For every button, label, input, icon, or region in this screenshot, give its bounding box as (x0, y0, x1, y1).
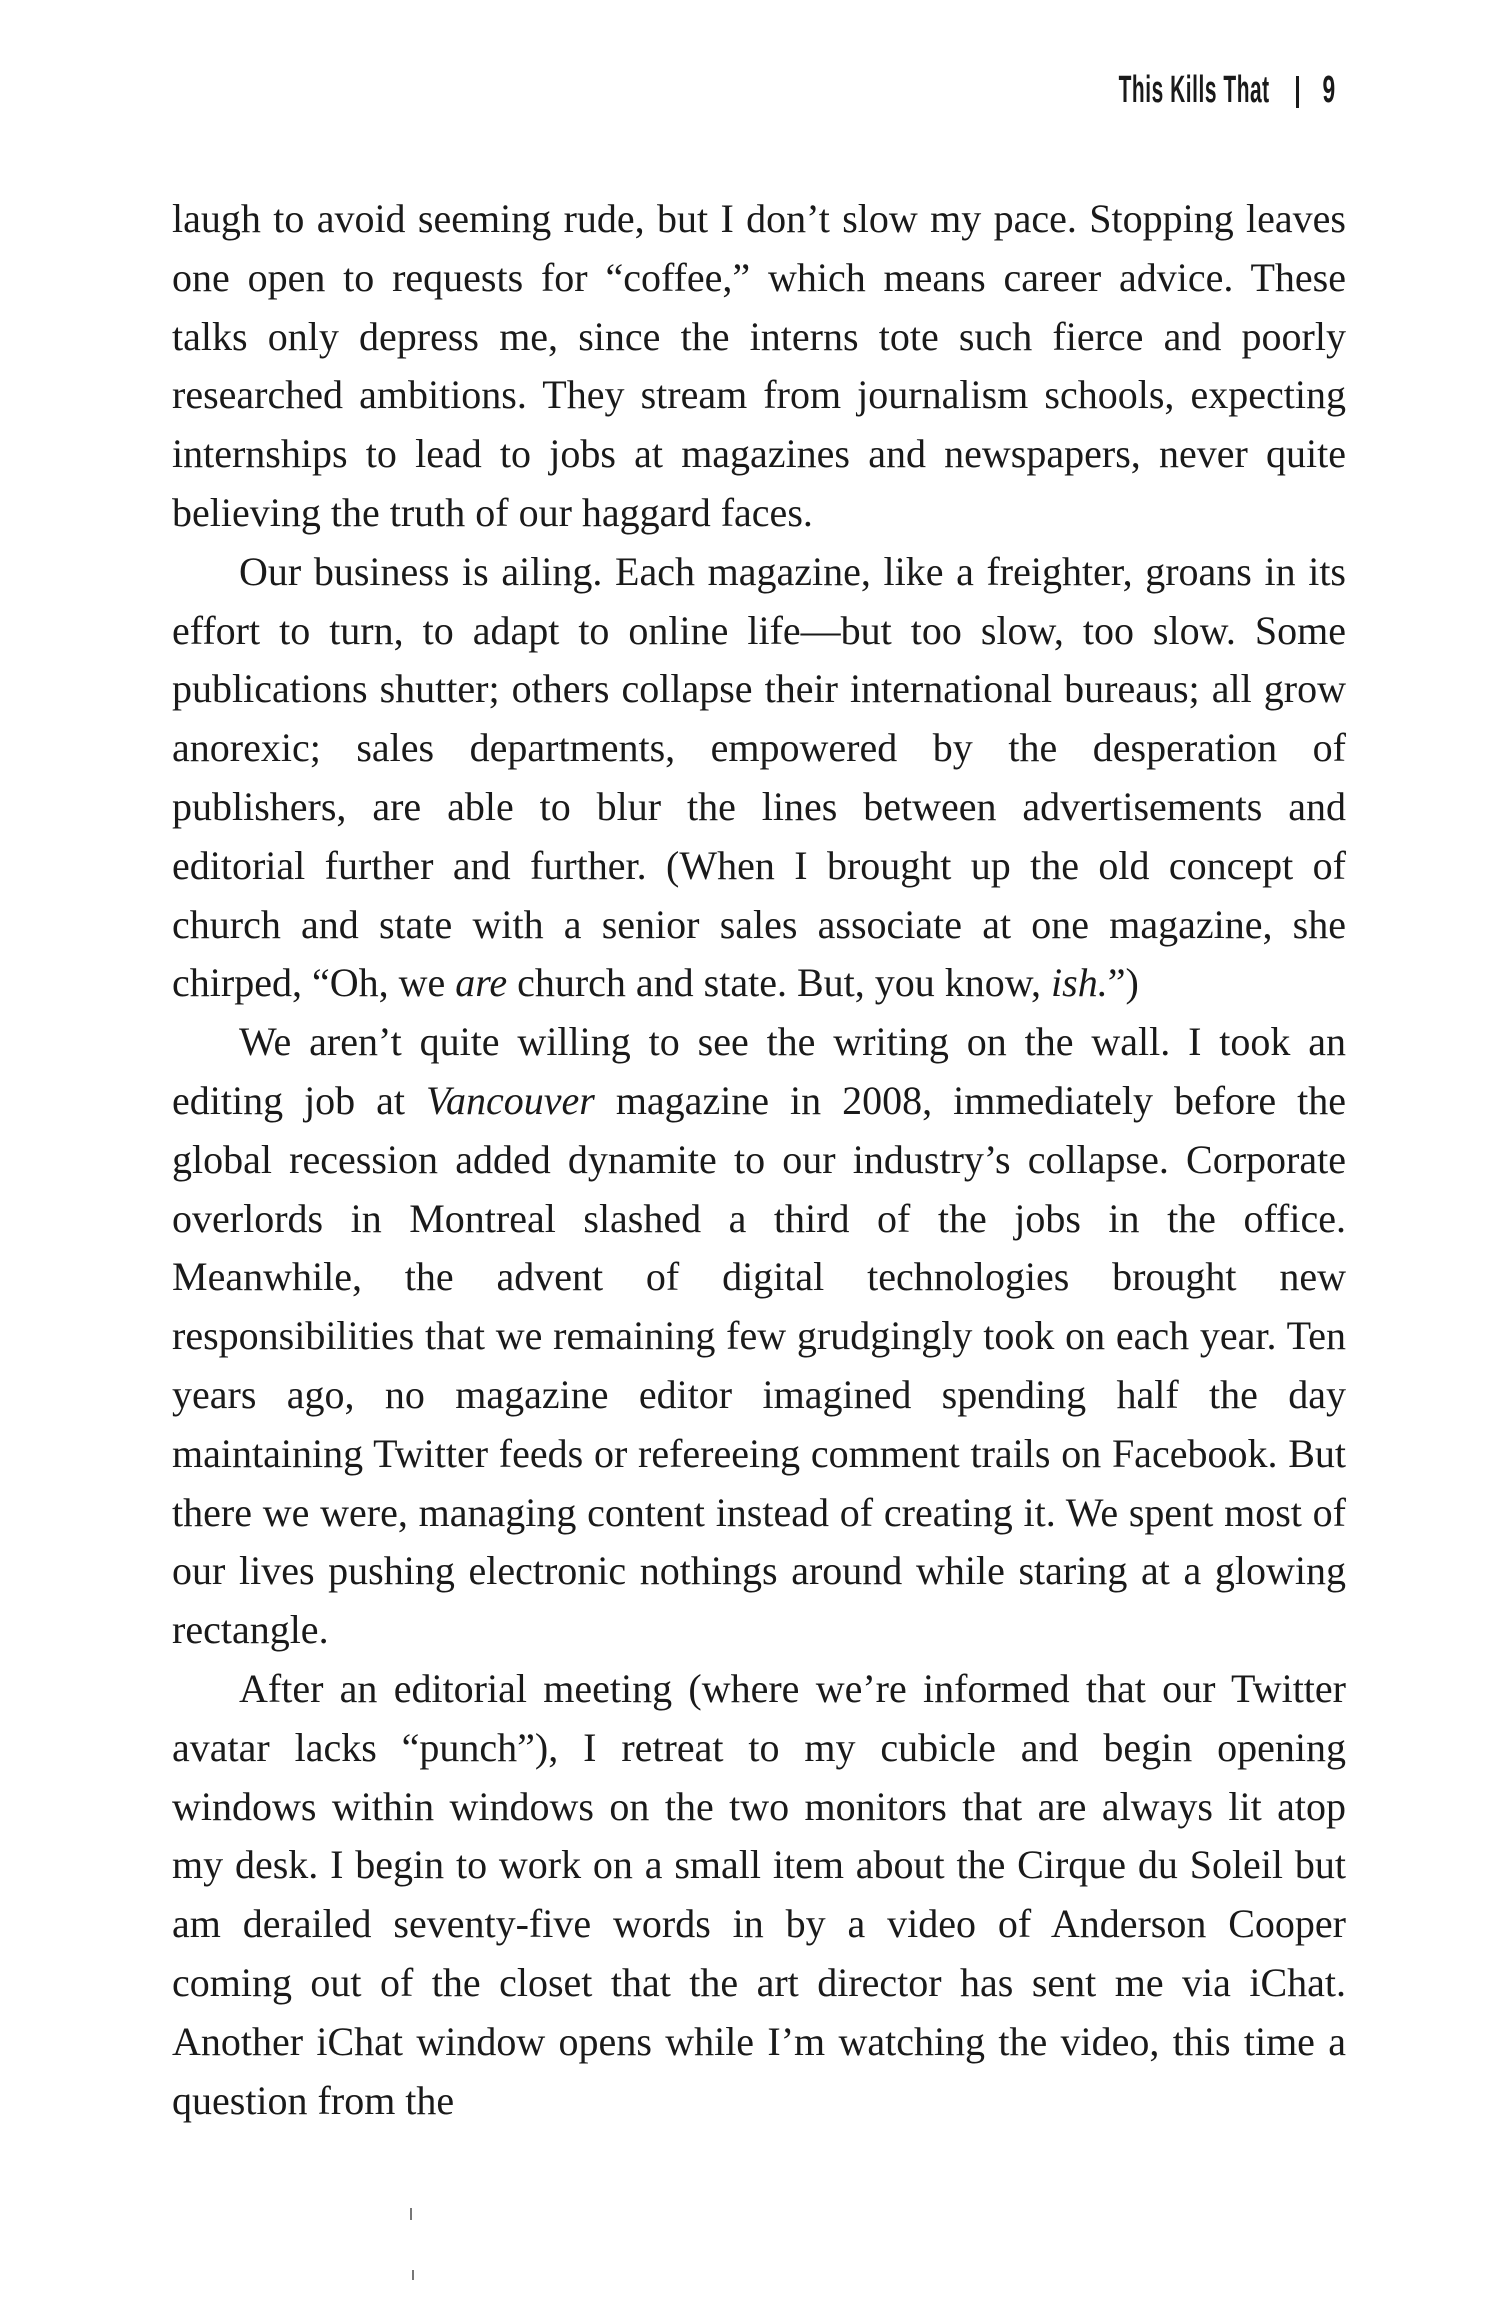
paragraph-1-text: laugh to avoid seeming rude, but I don’t slow my pace. Stopping leaves one open to requests for “coffee,” which means career advice. These talks only depress me, since the interns tote such fierce and poorly researched ambitions. They stream from journalism schools, expecting internships to lead to jobs at magazines and newspapers, never quite believing the truth of our haggard faces. (172, 196, 1346, 535)
running-head (0, 62, 1335, 112)
paragraph-3-text-a: We aren’t quite willing to see the writing on the wall. I took an editing job at (172, 1019, 1346, 1123)
paragraph-4-text: After an editorial meeting (where we’re informed that our Twitter avatar lacks “punch”), I retreat to my cubicle and begin opening windows within windows on the two monitors that are always lit atop my desk. I begin to work on a small item about the Cirque du Soleil but am derailed seventy-five words in by a video of Anderson Cooper coming out of the closet that the art director has sent me via iChat. Another iChat window opens while I’m watching the video, this time a question from the (172, 1665, 1346, 2123)
paragraph-1 (172, 190, 1346, 543)
paragraph-4 (172, 1660, 1346, 2130)
paragraph-3 (172, 1013, 1346, 1660)
scan-speck (410, 2208, 412, 2220)
body-text (172, 190, 1346, 2130)
header-divider (1296, 76, 1299, 108)
paragraph-2-text-a: Our business is ailing. Each magazine, like a freighter, groans in its effort to turn, to adapt to online life—but too slow, too slow. Some publications shutter; others collapse their international bureaus; all grow anorexic; sales departments, empowered by the desperation of publishers, are able to blur the lines between advertisements and editorial further and further. (When I brought up the old concept of church and state with a senior sales associate at one magazine, she chirped, “Oh, we (172, 548, 1346, 1006)
page-number: 9 (1322, 69, 1335, 111)
paragraph-2-italic-are: are (455, 960, 508, 1006)
paragraph-3-text-b: magazine in 2008, immediately before the global recession added dynamite to our industry’s collapse. Corporate overlords in Montreal slashed a third of the jobs in the office. Meanwhile, the advent of digital technologies brought new responsibilities that we remaining few grudgingly took on each year. Ten years ago, no magazine editor imagined spending half the day maintaining Twitter feeds or refereeing comment trails on Facebook. But there we were, managing content instead of creating it. We spent most of our lives pushing electronic nothings around while staring at a glowing rectangle. (172, 1077, 1347, 1653)
paragraph-2-italic-ish: ish. (1051, 960, 1108, 1006)
paragraph-3-italic-vancouver: Vancouver (426, 1077, 595, 1123)
scan-speck (412, 2270, 414, 2280)
paragraph-2-text-c: ”) (1107, 960, 1139, 1006)
paragraph-2-text-b: church and state. But, you know, (507, 960, 1052, 1006)
running-title: This Kills That (1118, 69, 1270, 111)
paragraph-2 (172, 543, 1346, 1013)
